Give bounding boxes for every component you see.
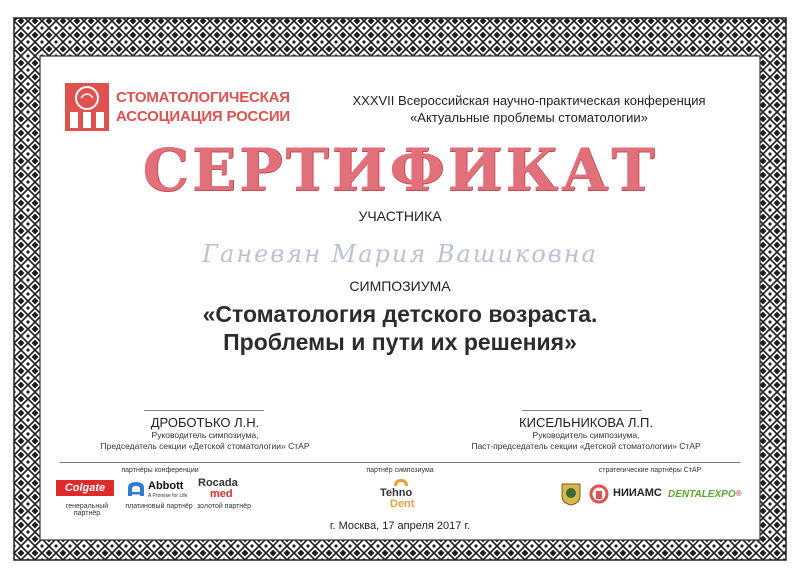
strategic-star-icon bbox=[588, 484, 610, 504]
signatory-left-role1: Руководитель симпозиума, bbox=[151, 430, 259, 440]
tehno-text: Tehno bbox=[380, 487, 413, 499]
signatory-right-role2: Паст-председатель секции «Детской стоматологии» СтАР bbox=[471, 441, 701, 451]
signatory-left bbox=[70, 415, 340, 452]
symposium-topic bbox=[110, 300, 690, 356]
signatory-left-role2: Председатель секции «Детской стоматологии» СтАР bbox=[100, 441, 310, 451]
partners-divider bbox=[60, 462, 740, 463]
topic-line1: «Стоматология детского возраста. bbox=[202, 301, 598, 327]
dentalexpo-text: DENTALEXPO bbox=[668, 489, 736, 500]
signatory-right bbox=[450, 415, 722, 452]
signatory-right-role1: Руководитель симпозиума, bbox=[532, 430, 640, 440]
conference-line2: «Актуальные проблемы стоматологии» bbox=[410, 110, 648, 125]
org-name bbox=[116, 88, 290, 126]
org-name-line2: АССОЦИАЦИЯ РОССИИ bbox=[116, 108, 290, 125]
org-name-line1: СТОМАТОЛОГИЧЕСКАЯ bbox=[116, 89, 290, 106]
conference-partners-label: партнёры конференции bbox=[121, 467, 199, 474]
strategic-crest-icon bbox=[560, 482, 582, 506]
participant-label: УЧАСТНИКА bbox=[358, 208, 442, 224]
star-logo-icon bbox=[64, 82, 110, 132]
rocadamed-logo bbox=[198, 478, 250, 500]
colgate-role: генеральный партнёр bbox=[65, 503, 109, 517]
niiams-logo: НИИАМС bbox=[613, 487, 662, 499]
dentalexpo-logo bbox=[668, 489, 742, 500]
strategic-partners-label: стратегические партнёры СтАР bbox=[598, 467, 702, 474]
symposium-label: СИМПОЗИУМА bbox=[349, 278, 451, 294]
symposium-partner-label: партнёр симпозиума bbox=[366, 467, 434, 474]
colgate-logo: Colgate bbox=[56, 480, 114, 496]
rocadamed-role: золотой партнёр bbox=[197, 503, 251, 510]
place-date: г. Москва, 17 апреля 2017 г. bbox=[329, 520, 471, 532]
dentalexpo-registered-mark: ® bbox=[735, 489, 742, 498]
abbott-icon bbox=[126, 480, 146, 498]
certificate-title: СЕРТИФИКАТ bbox=[142, 136, 658, 204]
signatory-left-name: ДРОБОТЬКО Л.Н. bbox=[150, 415, 260, 430]
abbott-tagline: A Promise for Life bbox=[148, 493, 188, 499]
signature-line-left bbox=[144, 410, 264, 411]
topic-line2: Проблемы и пути их решения» bbox=[223, 329, 577, 355]
abbott-role: платиновый партнёр bbox=[125, 503, 193, 510]
org-logo bbox=[64, 82, 294, 136]
signature-line-right bbox=[522, 410, 642, 411]
abbott-name: Abbott bbox=[148, 480, 184, 492]
participant-name: Ганевян Мария Вашиковна bbox=[202, 240, 598, 268]
dent-text: Dent bbox=[390, 498, 415, 510]
conference-title bbox=[294, 92, 764, 126]
conference-line1: XXXVII Всероссийская научно-практическая конференция bbox=[352, 93, 706, 108]
abbott-logo bbox=[126, 480, 190, 502]
rocada-med-text: med bbox=[210, 488, 233, 500]
rocada-text: Rocada bbox=[198, 477, 238, 489]
tehnodent-logo bbox=[376, 478, 426, 512]
signatory-right-name: КИСЕЛЬНИКОВА Л.П. bbox=[519, 415, 653, 430]
